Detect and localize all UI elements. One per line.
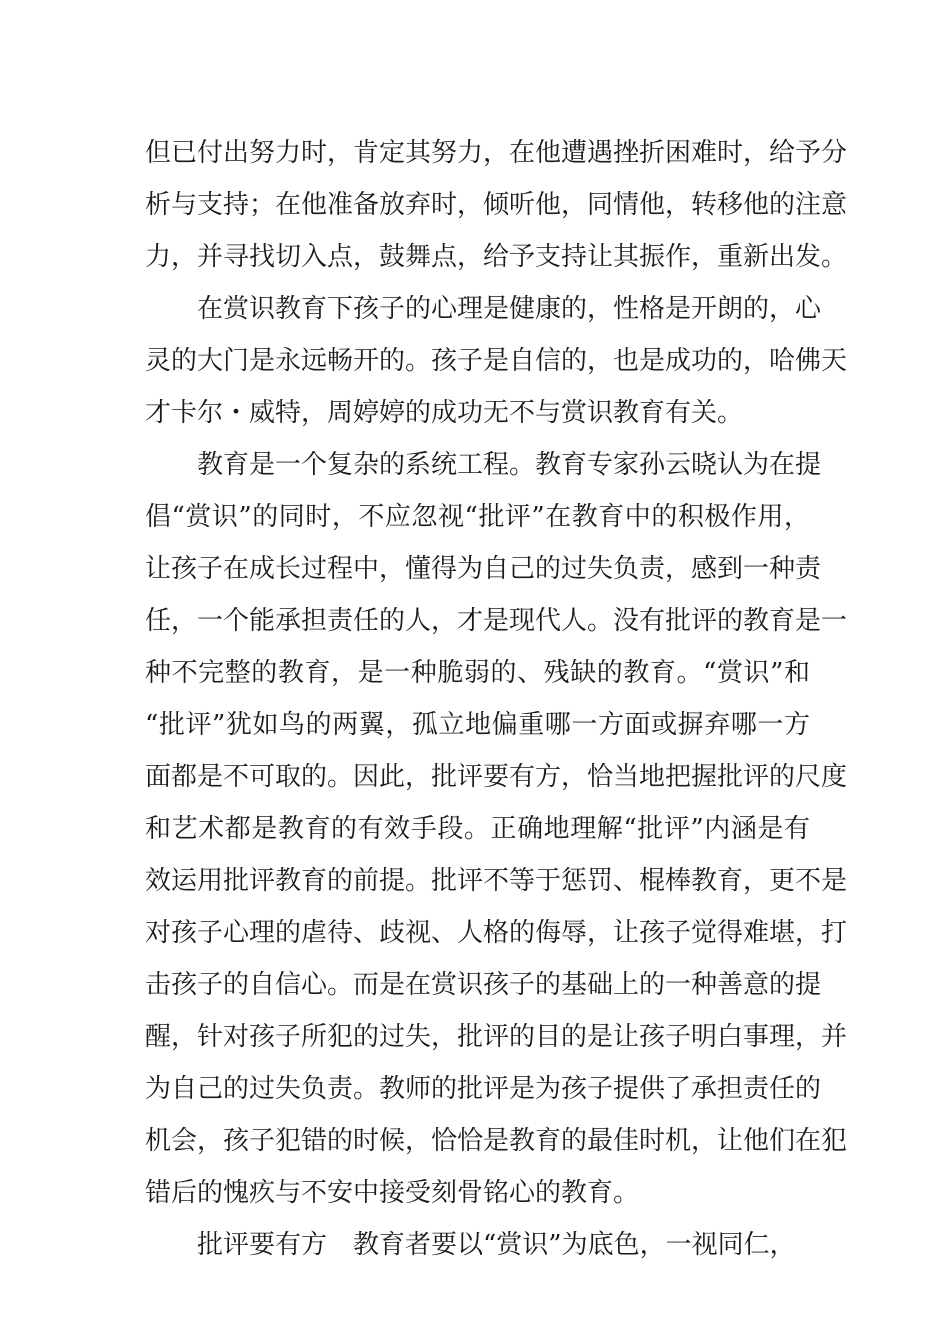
text-line: 析与支持；在他准备放弃时，倾听他，同情他，转移他的注意 [145, 190, 848, 220]
text-line: 灵的大门是永远畅开的。孩子是自信的，也是成功的，哈佛天 [145, 346, 848, 376]
text-line: 为自己的过失负责。教师的批评是为孩子提供了承担责任的 [145, 1074, 822, 1104]
text-line: 才卡尔・威特，周婷婷的成功无不与赏识教育有关。 [145, 398, 744, 428]
text-line: 机会，孩子犯错的时候，恰恰是教育的最佳时机，让他们在犯 [145, 1126, 848, 1156]
text-line: “批评”犹如鸟的两翼，孤立地偏重哪一方面或摒弃哪一方 [145, 710, 810, 740]
text-line: 击孩子的自信心。而是在赏识孩子的基础上的一种善意的提 [145, 970, 822, 1000]
text-line: 批评要有方 教育者要以“赏识”为底色，一视同仁， [197, 1230, 796, 1260]
text-line: 任，一个能承担责任的人，才是现代人。没有批评的教育是一 [145, 606, 848, 636]
text-line: 面都是不可取的。因此，批评要有方，恰当地把握批评的尺度 [145, 762, 848, 792]
text-line: 错后的愧疚与不安中接受刻骨铭心的教育。 [145, 1178, 640, 1208]
text-line: 让孩子在成长过程中，懂得为自己的过失负责，感到一种责 [145, 554, 822, 584]
text-line: 醒，针对孩子所犯的过失，批评的目的是让孩子明白事理，并 [145, 1022, 848, 1052]
text-line: 种不完整的教育，是一种脆弱的、残缺的教育。“赏识”和 [145, 658, 810, 688]
text-line: 效运用批评教育的前提。批评不等于惩罚、棍棒教育，更不是 [145, 866, 848, 896]
text-line: 但已付出努力时，肯定其努力，在他遭遇挫折困难时，给予分 [145, 138, 848, 168]
text-line: 和艺术都是教育的有效手段。正确地理解“批评”内涵是有 [145, 814, 810, 844]
text-line: 在赏识教育下孩子的心理是健康的，性格是开朗的，心 [197, 294, 822, 324]
body-text [145, 127, 848, 1271]
text-line: 对孩子心理的虐待、歧视、人格的侮辱，让孩子觉得难堪，打 [145, 918, 848, 948]
text-line: 力，并寻找切入点，鼓舞点，给予支持让其振作，重新出发。 [145, 242, 848, 272]
text-line: 教育是一个复杂的系统工程。教育专家孙云晓认为在提 [197, 450, 822, 480]
text-line: 倡“赏识”的同时，不应忽视“批评”在教育中的积极作用， [145, 502, 810, 532]
